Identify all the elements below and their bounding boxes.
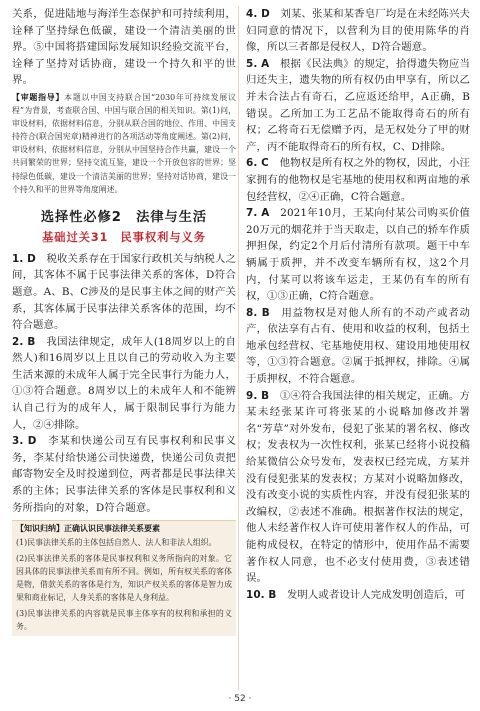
answer-7-number: 7. A: [246, 207, 270, 220]
answer-10-text: 发明人或者设计人完成发明创造后，可: [286, 588, 466, 601]
answer-8-number: 8. B: [246, 306, 270, 319]
page-number: · 52 ·: [228, 694, 252, 704]
answer-8-text: 用益物权是对他人所有的不动产或者动产，依法享有占有、使用和收益的权利，包括土地承包经营权、宅基地使用权、建设用地使用权等，①③符合题意。②属于抵押权，排除。④属于质押权，不符合题意。: [246, 306, 470, 386]
answer-4: [246, 6, 470, 56]
answer-1-number: 1. D: [12, 252, 36, 265]
answer-2-text: 我国法律规定，成年人(18周岁以上的自然人)和16周岁以上且以自己的劳动收入为主要生活来源的未成年人属于完全民事行为能力人，①③符合题意。8周岁以上的未成年人和不能辨认自己行为的成年人，属于限制民事行为能力人，②④排除。: [12, 335, 236, 431]
answer-6-text: 他物权是所有权之外的物权，因此，小汪家拥有的他物权是宅基地的使用权和两亩地的承包经营权，②④正确，C符合题意。: [246, 157, 470, 203]
right-column: [246, 6, 470, 603]
answer-2-number: 2. B: [12, 335, 36, 348]
knowledge-item-2: (2)民事法律关系的客体是民事权利和义务所指向的对象。它因具体的民事法律关系而有所不同。例如，所有权关系的客体是物，借款关系的客体是行为，知识产权关系的客体是智力成果和商业标记，人身关系的客体是人身利益。: [16, 553, 232, 603]
review-guide-tag: 【审题指导】: [12, 92, 65, 102]
answer-9-text: ①④符合我国法律的相关规定，正确。方某未经张某许可将张某的小说略加修改并署名“芳草”对外发布，侵犯了张某的署名权、修改权；发表权为一次性权利，张某已经将小说投稿给某微信公众号发布，发表权已经完成，方某并没有侵犯张某的发表权；方某对小说略加修改，没有改变小说的实质性内容，并没有侵犯张某的改编权，②表述不准确。根据著作权法的规定，他人未经著作权人许可使用著作权人的作品，可能构成侵权，在特定的情形中，使用作品不需要著作权人同意，也不必支付使用费，③表述错误。: [246, 389, 470, 585]
answer-3-text: 李某和快递公司互有民事权利和民事义务，李某付给快递公司快递费，快递公司负责把邮寄物安全及时投递到位，两者都是民事法律关系的主体；民事法律关系的客体是民事权利和义务所指向的对象，D符合题意。: [12, 435, 236, 514]
answer-2: [12, 334, 236, 434]
knowledge-item-3: (3)民事法律关系的内容就是民事主体享有的权利和承担的义务。: [16, 608, 232, 631]
sub-title: 基础过关31 民事权利与义务: [42, 230, 206, 244]
column-divider: [238, 6, 239, 690]
intro-paragraph: 关系，促进陆地与海洋生态保护和可持续利用，诠释了坚持绿色低碳，建设一个清洁美丽的世界。⑤中国将搭建国际发展知识经验交流平台，诠释了坚持对话协商，建设一个持久和平的世界。: [12, 8, 236, 87]
review-guide-text: 本题以中国支持联合国“2030年可持续发展议程”为背景，考查联合国、中国与联合国的相关知识。第(1)问，审设材料，依据材料信息，分别从联合国的地位、作用、中国支持符合(联合国宪章)精神进行的各项活动等角度阐述。第(2)问，审设材料，依据材料信息，分别从中国坚持合作共赢，建设一个共同繁荣的世界；坚持交流互鉴，建设一个开放包容的世界；坚持绿色低碳，建设一个清洁美丽的世界；坚持对话协商，建设一个持久和平的世界等角度阐述。: [12, 92, 236, 194]
answer-7: [246, 205, 470, 305]
section-title: 选择性必修2 法律与生活: [40, 209, 208, 225]
answer-6: [246, 155, 470, 205]
knowledge-box: [12, 520, 236, 636]
answer-5-number: 5. A: [246, 57, 270, 70]
answer-10-number: 10. B: [246, 588, 277, 601]
answer-9: [246, 388, 470, 587]
answer-5-text: 根据《民法典》的规定，拾得遗失物应当归还失主，遗失物的所有权仍由甲享有，所以乙并未合法占有奇石，乙应返还给甲，A正确，B错误。乙所加工为工艺品不能取得奇石的所有权；乙将奇石无偿赠予丙，是无权处分了甲的财产，丙不能取得奇石的所有权，C、D排除。: [246, 57, 470, 153]
answer-10: [246, 587, 470, 604]
answer-7-text: 2021年10月，王某向付某公司购买价值20万元的烟花并于当天取走，以自己的轿车作质押担保，约定2个月后付清所有款项。题干中车辆属于质押，并不改变车辆所有权，这2个月内，付某可以将该车运走，王某仍有车的所有权，①③正确，C符合题意。: [246, 207, 470, 303]
answer-5: [246, 56, 470, 156]
answer-1: [12, 251, 236, 334]
answer-8: [246, 305, 470, 388]
review-guide: [12, 91, 236, 196]
answer-9-number: 9. B: [246, 389, 270, 402]
answer-3: [12, 433, 236, 516]
knowledge-item-1: (1)民事法律关系的主体包括自然人、法人和非法人组织。: [16, 538, 217, 548]
left-column: [12, 6, 236, 636]
answer-4-number: 4. D: [246, 8, 270, 20]
answer-6-number: 6. C: [246, 157, 269, 170]
answer-4-text: 刘某、张某和某香皂厂均是在未经陈兴夫妇同意的情况下，以营利为目的使用陈华的肖像，所以三者都是侵权人，D符合题意。: [246, 8, 470, 54]
answer-1-text: 税收关系存在于国家行政机关与纳税人之间，其客体不属于民事法律关系的客体，D符合题意。A、B、C涉及的是民事主体之间的财产关系，其客体属于民事法律关系客体的范围，均不符合题意。: [12, 252, 236, 332]
answer-3-number: 3. D: [12, 435, 37, 448]
knowledge-box-title: 【知识归纳】正确认识民事法律关系要素: [16, 524, 160, 534]
